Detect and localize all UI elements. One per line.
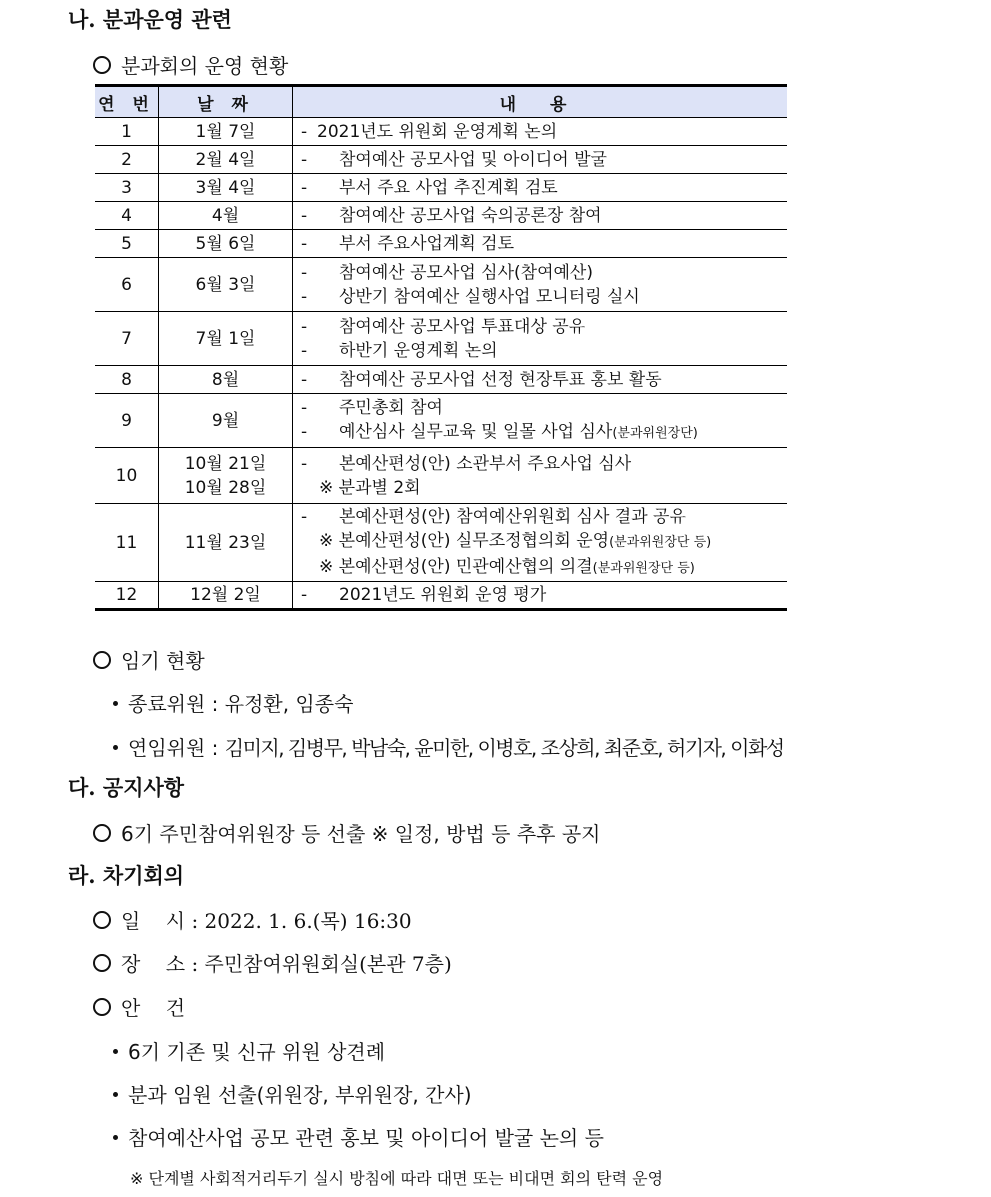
meeting-status-title — [93, 50, 288, 79]
next-meeting-agenda — [93, 992, 185, 1021]
next-meeting-datetime: 일 시 : 2022. 1. 6.(목) 16:30 — [93, 905, 412, 934]
circle-bullet-icon — [93, 954, 111, 972]
dash-mark: - — [301, 233, 308, 254]
cell-no: 5 — [95, 230, 159, 258]
cell-date — [159, 582, 293, 610]
dash-mark: - — [301, 369, 308, 390]
reappointed-label: 연임위원 — [128, 736, 206, 760]
dot-bullet-icon — [113, 701, 118, 706]
cell-content — [293, 258, 788, 312]
datetime-value: 2022. 1. 6.(목) 16:30 — [204, 909, 412, 933]
content-line — [301, 339, 787, 363]
date-line: 10월 21일 — [184, 453, 267, 474]
cell-date — [159, 118, 293, 146]
place-value: 주민참여위원회실(본관 7층) — [204, 952, 452, 976]
cell-no: 9 — [95, 394, 159, 448]
date-line: 3월 4일 — [195, 177, 256, 198]
cell-date — [159, 202, 293, 230]
agenda-item — [113, 1122, 604, 1151]
content-line — [301, 396, 787, 420]
date-line: 7월 1일 — [195, 328, 256, 349]
cell-content — [293, 146, 788, 174]
dot-bullet-icon — [113, 745, 118, 750]
content-text: 참여예산 공모사업 숙의공론장 참여 — [339, 205, 602, 226]
content-line — [301, 529, 787, 555]
content-text: 예산심사 실무교육 및 일몰 사업 심사 — [339, 421, 613, 442]
content-note: (분과위원장단 등) — [592, 560, 695, 576]
dash-mark: - — [301, 453, 308, 474]
content-line — [301, 476, 787, 500]
table-row — [95, 582, 787, 610]
content-line — [301, 420, 787, 446]
dash-mark: - — [301, 585, 308, 605]
meeting-status-title-text: 분과회의 운영 현황 — [121, 54, 289, 78]
content-text: 상반기 참여예산 실행사업 모니터링 실시 — [339, 286, 640, 307]
datetime-label: 일 시 — [121, 909, 186, 933]
content-note: (분과위원장단 등) — [609, 534, 712, 550]
circle-bullet-icon — [93, 824, 111, 842]
content-text: 주민총회 참여 — [339, 397, 443, 418]
content-line — [301, 315, 787, 339]
agenda-note: ※ 단계별 사회적거리두기 실시 방침에 따라 대면 또는 비대면 회의 탄력 운영 — [130, 1169, 664, 1188]
date-line: 6월 3일 — [195, 274, 256, 295]
cell-no: 12 — [95, 582, 159, 610]
content-text: 본예산편성(안) 실무조정협의회 운영 — [338, 530, 610, 551]
agenda-item — [113, 1036, 385, 1065]
date-line: 2월 4일 — [195, 149, 256, 170]
content-text: 2021년도 위원회 운영계획 논의 — [317, 121, 558, 142]
content-line — [301, 120, 787, 144]
circle-bullet-icon — [93, 998, 111, 1016]
cell-content — [293, 230, 788, 258]
table-row — [95, 504, 787, 582]
content-text: 하반기 운영계획 논의 — [339, 340, 498, 361]
dot-bullet-icon — [113, 1049, 118, 1054]
cell-no: 10 — [95, 448, 159, 504]
dash-mark: - — [301, 316, 308, 337]
content-text: 2021년도 위원회 운영 평가 — [339, 585, 547, 605]
cell-no: 11 — [95, 504, 159, 582]
cell-no: 4 — [95, 202, 159, 230]
content-text: 참여예산 공모사업 및 아이디어 발굴 — [339, 149, 607, 170]
table-header-row — [95, 86, 787, 118]
header-no: 연 번 — [95, 86, 159, 118]
date-line: 5월 6일 — [195, 233, 256, 254]
cell-content — [293, 394, 788, 448]
header-content: 내 용 — [293, 86, 788, 118]
notice-item-text: 6기 주민참여위원장 등 선출 ※ 일정, 방법 등 추후 공지 — [121, 822, 601, 846]
content-text: 참여예산 공모사업 심사(참여예산) — [339, 262, 593, 283]
agenda-item-text: 분과 임원 선출(위원장, 부위원장, 간사) — [128, 1083, 472, 1107]
reappointed-members: 연임위원 : 김미지, 김병무, 박남숙, 윤미한, 이병호, 조상희, 최준호, 허기자, 이화성 — [113, 732, 784, 761]
date-line: 11월 23일 — [184, 532, 267, 553]
content-line — [301, 555, 787, 581]
term-status-title — [93, 645, 205, 674]
cell-content — [293, 312, 788, 366]
date-line: 1월 7일 — [195, 121, 256, 142]
content-line — [301, 232, 787, 256]
cell-date — [159, 504, 293, 582]
circle-bullet-icon — [93, 911, 111, 929]
content-text: 분과별 2회 — [338, 477, 421, 498]
circle-bullet-icon — [93, 56, 111, 74]
agenda-item — [113, 1079, 472, 1108]
content-text: 부서 주요 사업 추진계획 검토 — [339, 177, 558, 198]
reappointed-names: 김미지, 김병무, 박남숙, 윤미한, 이병호, 조상희, 최준호, 허기자, 이화성 — [224, 736, 784, 760]
cell-date — [159, 312, 293, 366]
dash-mark: - — [301, 397, 308, 418]
content-line — [301, 204, 787, 228]
content-note: (분과위원장단) — [612, 425, 698, 441]
cell-date — [159, 394, 293, 448]
content-line — [301, 148, 787, 172]
reference-mark: ※ — [319, 556, 334, 577]
date-line: 12월 2일 — [190, 585, 261, 605]
cell-date — [159, 146, 293, 174]
table-row — [95, 202, 787, 230]
content-line — [301, 583, 787, 607]
dash-mark: - — [301, 205, 308, 226]
table-row — [95, 174, 787, 202]
cell-no: 3 — [95, 174, 159, 202]
agenda-item-text: 6기 기존 및 신규 위원 상견례 — [128, 1040, 386, 1064]
dot-bullet-icon — [113, 1135, 118, 1140]
agenda-item-text: 참여예산사업 공모 관련 홍보 및 아이디어 발굴 논의 등 — [128, 1126, 604, 1150]
retiring-members: 종료위원 : 유정환, 임종숙 — [113, 688, 353, 717]
content-text: 참여예산 공모사업 투표대상 공유 — [339, 316, 586, 337]
cell-date — [159, 258, 293, 312]
table-row — [95, 448, 787, 504]
cell-content — [293, 174, 788, 202]
dash-mark: - — [301, 506, 308, 527]
notice-item — [93, 818, 600, 847]
content-text: 부서 주요사업계획 검토 — [339, 233, 515, 254]
cell-content — [293, 504, 788, 582]
cell-content — [293, 118, 788, 146]
term-status-title-text: 임기 현황 — [121, 649, 205, 673]
content-line — [301, 176, 787, 200]
cell-content — [293, 448, 788, 504]
table-row — [95, 394, 787, 448]
content-text: 본예산편성(안) 민관예산협의 의결 — [338, 556, 593, 577]
date-line: 9월 — [211, 410, 240, 431]
cell-no: 1 — [95, 118, 159, 146]
table-row — [95, 312, 787, 366]
cell-date — [159, 448, 293, 504]
table-row — [95, 230, 787, 258]
cell-content — [293, 366, 788, 394]
table-row — [95, 258, 787, 312]
dash-mark: - — [301, 421, 308, 442]
dash-mark: - — [301, 340, 308, 361]
meeting-schedule-table — [95, 84, 787, 611]
dash-mark: - — [301, 286, 308, 307]
table-row — [95, 366, 787, 394]
dash-mark: - — [301, 262, 308, 283]
next-meeting-place: 장 소 : 주민참여위원회실(본관 7층) — [93, 948, 452, 977]
cell-content — [293, 202, 788, 230]
agenda-label: 안 건 — [121, 996, 186, 1020]
cell-no: 2 — [95, 146, 159, 174]
circle-bullet-icon — [93, 651, 111, 669]
dash-mark: - — [301, 121, 308, 142]
date-line: 8월 — [211, 369, 240, 390]
content-text: 참여예산 공모사업 선정 현장투표 홍보 활동 — [339, 369, 662, 390]
cell-no: 8 — [95, 366, 159, 394]
reference-mark: ※ — [319, 530, 334, 551]
section-heading-ra: 라. 차기회의 — [68, 863, 185, 888]
section-heading-da: 다. 공지사항 — [68, 775, 185, 800]
dash-mark: - — [301, 177, 308, 198]
date-line: 10월 28일 — [184, 477, 267, 498]
header-date: 날 짜 — [159, 86, 293, 118]
retiring-label: 종료위원 — [128, 692, 206, 716]
content-line — [301, 452, 787, 476]
table-row — [95, 146, 787, 174]
dot-bullet-icon — [113, 1092, 118, 1097]
content-line — [301, 261, 787, 285]
content-text: 본예산편성(안) 참여예산위원회 심사 결과 공유 — [339, 506, 686, 527]
cell-no: 7 — [95, 312, 159, 366]
section-heading-na: 나. 분과운영 관련 — [68, 7, 232, 32]
cell-content — [293, 582, 788, 610]
reference-mark: ※ — [319, 477, 334, 498]
content-line — [301, 368, 787, 392]
content-text: 본예산편성(안) 소관부서 주요사업 심사 — [339, 453, 632, 474]
date-line: 4월 — [211, 205, 240, 226]
content-line — [301, 505, 787, 529]
place-label: 장 소 — [121, 952, 186, 976]
cell-date — [159, 230, 293, 258]
retiring-names: 유정환, 임종숙 — [224, 692, 354, 716]
cell-date — [159, 366, 293, 394]
table-row — [95, 118, 787, 146]
cell-no: 6 — [95, 258, 159, 312]
cell-date — [159, 174, 293, 202]
dash-mark: - — [301, 149, 308, 170]
content-line — [301, 285, 787, 309]
